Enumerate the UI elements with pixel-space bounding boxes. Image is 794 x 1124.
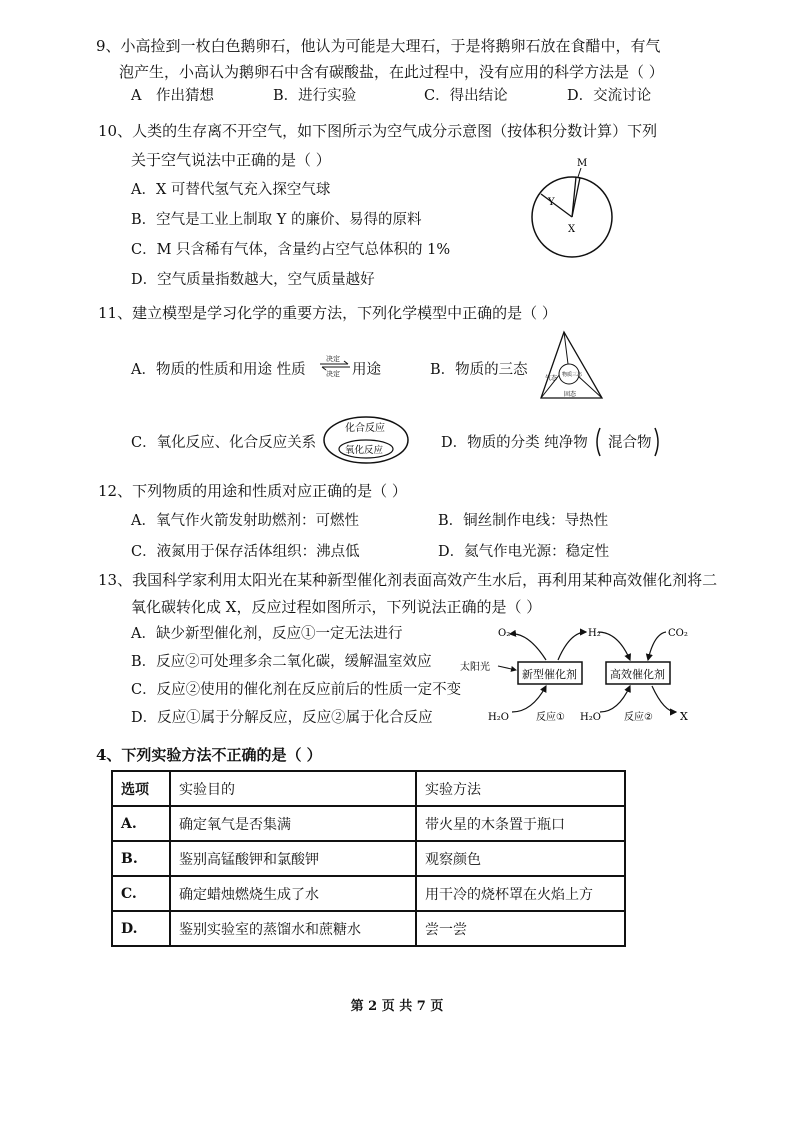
sunlight-label: 太阳光: [460, 662, 490, 673]
row-purpose: 鉴别高锰酸钾和氯酸钾: [170, 841, 416, 876]
q9-option-b: B．进行实验: [273, 88, 357, 104]
table-row: [112, 841, 625, 876]
q9-option-c: C．得出结论: [424, 88, 508, 104]
row-option: A.: [112, 806, 170, 841]
catalyst2-label: 高效催化剂: [610, 668, 665, 681]
q10-option-b: B．空气是工业上制取 Y 的廉价、易得的原料: [131, 212, 422, 228]
q13-option-d: D．反应①属于分解反应，反应②属于化合反应: [131, 710, 433, 726]
table-header-row: [112, 771, 625, 806]
row-method: 尝一尝: [416, 911, 625, 946]
arrow-top-label: 决定: [326, 355, 340, 363]
q9-option-d: D．交流讨论: [567, 88, 652, 104]
table-row: [112, 876, 625, 911]
air-composition-pie: [526, 150, 616, 265]
arrow-bottom-label: 决定: [326, 370, 340, 377]
q9-line2: 泡产生，小高认为鹅卵石中含有碳酸盐，在此过程中，没有应用的科学方法是（ ）: [119, 63, 664, 81]
reaction-relation-ellipses: [322, 414, 412, 466]
catalyst1-label: 新型催化剂: [522, 668, 577, 681]
row-option: D.: [112, 911, 170, 946]
row-purpose: 鉴别实验室的蒸馏水和蔗糖水: [170, 911, 416, 946]
q10-line2: 关于空气说法中正确的是（ ）: [131, 151, 331, 169]
x-product-label: X: [680, 710, 688, 723]
row-purpose: 确定氧气是否集满: [170, 806, 416, 841]
pie-label-m: M: [577, 158, 588, 169]
three-states-triangle: [538, 328, 608, 406]
header-option: 选项: [112, 771, 170, 806]
table-row: [112, 806, 625, 841]
q11-option-d: D．物质的分类 纯净物: [441, 435, 588, 451]
tri-center-label: 物质三态: [562, 372, 583, 378]
q13-option-a: A．缺少新型催化剂，反应①一定无法进行: [131, 626, 403, 642]
row-option: C.: [112, 876, 170, 911]
q12-option-b: B．铜丝制作电线：导热性: [438, 513, 609, 529]
experiment-table: [111, 770, 626, 947]
tri-left-label: 气态: [545, 375, 558, 382]
classification-bracket-right: [651, 426, 665, 458]
o2-label: O₂: [498, 628, 511, 639]
q13-option-b: B．反应②可处理多余二氧化碳，缓解温室效应: [131, 654, 432, 670]
q12-option-d: D．氦气作电光源：稳定性: [438, 544, 610, 560]
co2-label: CO₂: [668, 628, 688, 639]
q12-option-c: C．液氮用于保存活体组织：沸点低: [131, 544, 360, 560]
row-method: 带火星的木条置于瓶口: [416, 806, 625, 841]
q11-option-a: A．物质的性质和用途 性质: [131, 362, 306, 378]
h2-label: H₂: [588, 628, 601, 639]
q11-option-c: C．氧化反应、化合反应关系: [131, 435, 317, 451]
page-footer: 第 2 页 共 7 页: [350, 999, 444, 1014]
pie-label-x: X: [568, 224, 576, 235]
table-row: [112, 911, 625, 946]
row-method: 用干冷的烧杯罩在火焰上方: [416, 876, 625, 911]
q11-option-a-end: 用途: [352, 362, 381, 378]
q10-line1: 10、人类的生存离不开空气，如下图所示为空气成分示意图（按体积分数计算）下列: [98, 122, 658, 140]
q9-line1: 9、小高捡到一枚白色鹅卵石，他认为可能是大理石，于是将鹅卵石放在食醋中，有气: [96, 37, 661, 55]
q9-option-a: A 作出猜想: [131, 88, 214, 104]
reaction2-label: 反应②: [624, 712, 653, 723]
q11-option-b: B．物质的三态: [430, 362, 528, 378]
q12-option-a: A．氧气作火箭发射助燃剂：可燃性: [131, 513, 359, 529]
q11-option-d-end: 混合物: [608, 435, 652, 451]
q13-line1: 13、我国科学家利用太阳光在某种新型催化剂表面高效产生水后，再利用某种高效催化剂将二: [98, 571, 718, 589]
q11-line1: 11、建立模型是学习化学的重要方法，下列化学模型中正确的是（ ）: [98, 304, 557, 322]
q10-option-d: D．空气质量指数越大，空气质量越好: [131, 272, 375, 288]
pie-label-y: Y: [548, 197, 555, 208]
outer-ellipse-label: 化合反应: [345, 423, 385, 434]
reaction-process-diagram: [458, 620, 698, 728]
header-method: 实验方法: [416, 771, 625, 806]
q13-option-c: C．反应②使用的催化剂在反应前后的性质一定不变: [131, 682, 462, 698]
q12-line1: 12、下列物质的用途和性质对应正确的是（ ）: [98, 482, 407, 500]
q11-option-a-arrows: [318, 353, 352, 377]
q10-option-c: C．M 只含稀有气体，含量约占空气总体积的 1%: [131, 242, 451, 258]
inner-ellipse-label: 氧化反应: [345, 445, 384, 456]
header-purpose: 实验目的: [170, 771, 416, 806]
tri-bottom-label: 固态: [564, 391, 577, 398]
row-option: B.: [112, 841, 170, 876]
q14-line1: 4、下列实验方法不正确的是（ ）: [96, 746, 322, 764]
reaction1-label: 反应①: [536, 712, 565, 723]
h2o-label-1: H₂O: [488, 712, 509, 723]
row-method: 观察颜色: [416, 841, 625, 876]
q10-option-a: A．X 可替代氢气充入探空气球: [131, 182, 331, 198]
row-purpose: 确定蜡烛燃烧生成了水: [170, 876, 416, 911]
h2o-label-2: H₂O: [580, 712, 601, 723]
q13-line2: 氧化碳转化成 X，反应过程如图所示，下列说法正确的是（ ）: [131, 598, 542, 616]
